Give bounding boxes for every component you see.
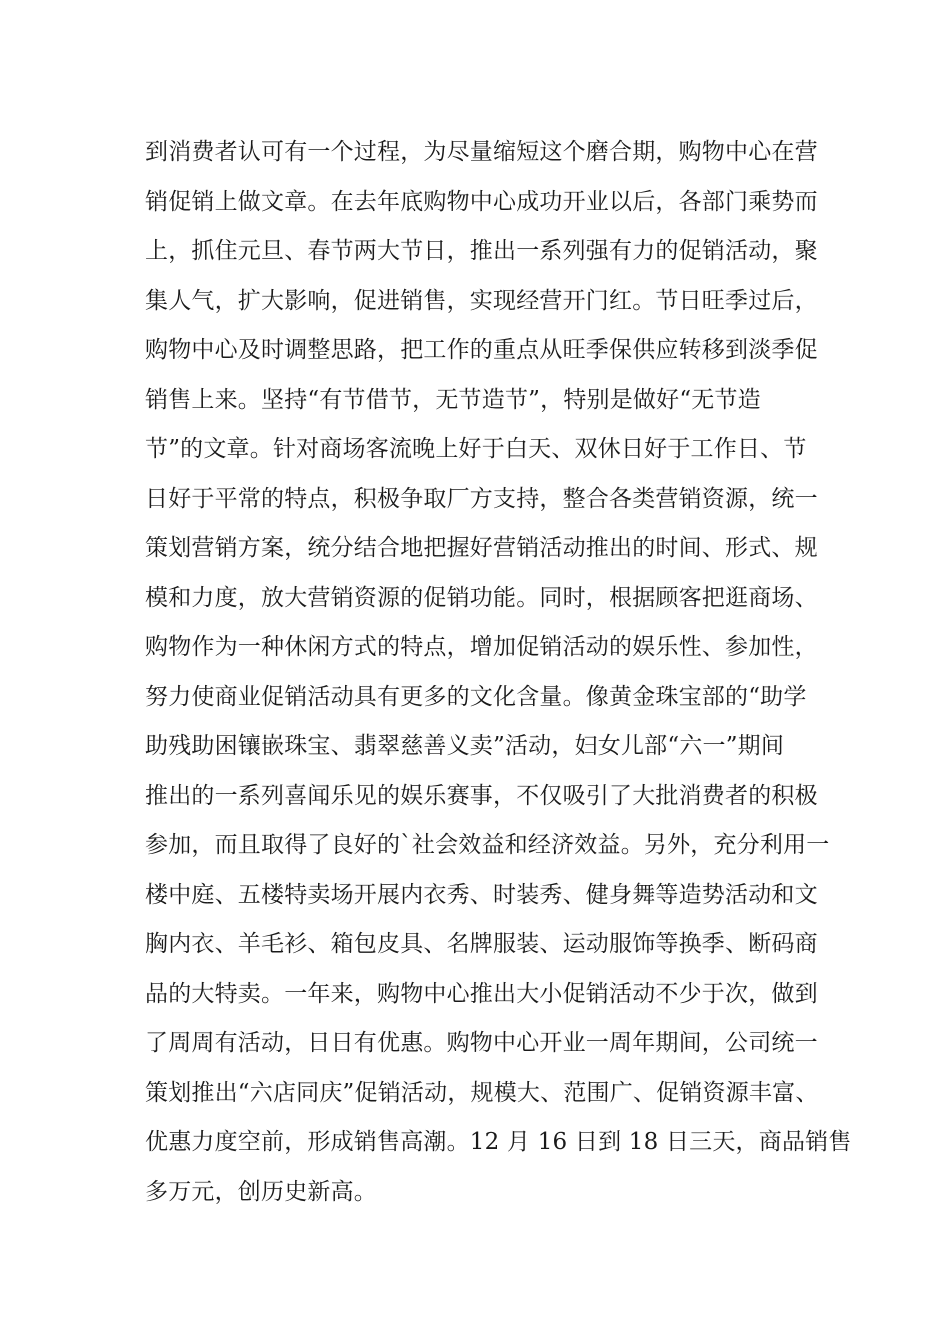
paragraph-line-9: 策划营销方案，统分结合地把握好营销活动推出的时间、形式、规 (145, 535, 818, 561)
paragraph-line-3: 上，抓住元旦、春节两大节日，推出一系列强有力的促销活动，聚 (145, 238, 818, 264)
paragraph-line-2: 销促销上做文章。在去年底购物中心成功开业以后，各部门乘势而 (145, 188, 818, 215)
paragraph-line-20: 策划推出“六店同庆”促销活动，规模大、范围广、促销资源丰富、 (145, 1079, 819, 1106)
paragraph-line-12: 努力使商业促销活动具有更多的文化含量。像黄金珠宝部的“助学 (145, 683, 807, 710)
paragraph-line-17: 胸内衣、羊毛衫、箱包皮具、名牌服装、运动服饰等换季、断码商 (145, 931, 818, 957)
paragraph-line-4: 集人气，扩大影响，促进销售，实现经营开门红。节日旺季过后， (145, 287, 818, 314)
paragraph-line-18: 品的大特卖。一年来，购物中心推出大小促销活动不少于次，做到 (145, 980, 818, 1007)
paragraph-line-5: 购物中心及时调整思路，把工作的重点从旺季保供应转移到淡季促 (145, 337, 818, 363)
body-paragraph (145, 128, 852, 1217)
paragraph-line-16: 楼中庭、五楼特卖场开展内衣秀、时装秀、健身舞等造势活动和文 (145, 881, 818, 908)
paragraph-line-14: 推出的一系列喜闻乐见的娱乐赛事，不仅吸引了大批消费者的积极 (145, 782, 818, 809)
paragraph-line-6: 销售上来。坚持“有节借节，无节造节”，特别是做好“无节造 (145, 386, 761, 413)
paragraph-line-19: 了周周有活动，日日有优惠。购物中心开业一周年期间，公司统一 (145, 1030, 818, 1056)
paragraph-line-15: 参加，而且取得了良好的`社会效益和经济效益。另外，充分利用一 (145, 832, 830, 858)
paragraph-line-11: 购物作为一种休闲方式的特点，增加促销活动的娱乐性、参加性， (145, 634, 818, 660)
paragraph-line-21: 优惠力度空前，形成销售高潮。12 月 16 日到 18 日三天，商品销售 (145, 1129, 852, 1155)
paragraph-line-22: 多万元，创历史新高。 (145, 1178, 377, 1205)
paragraph-line-7: 节”的文章。针对商场客流晚上好于白天、双休日好于工作日、节 (145, 436, 807, 462)
paragraph-line-10: 模和力度，放大营销资源的促销功能。同时，根据顾客把逛商场、 (145, 584, 818, 611)
paragraph-line-1: 到消费者认可有一个过程，为尽量缩短这个磨合期，购物中心在营 (145, 139, 818, 165)
paragraph-line-13: 助残助困镶嵌珠宝、翡翠慈善义卖”活动，妇女儿部“六一”期间 (145, 733, 785, 759)
paragraph-line-8: 日好于平常的特点，积极争取厂方支持，整合各类营销资源，统一 (145, 485, 818, 512)
